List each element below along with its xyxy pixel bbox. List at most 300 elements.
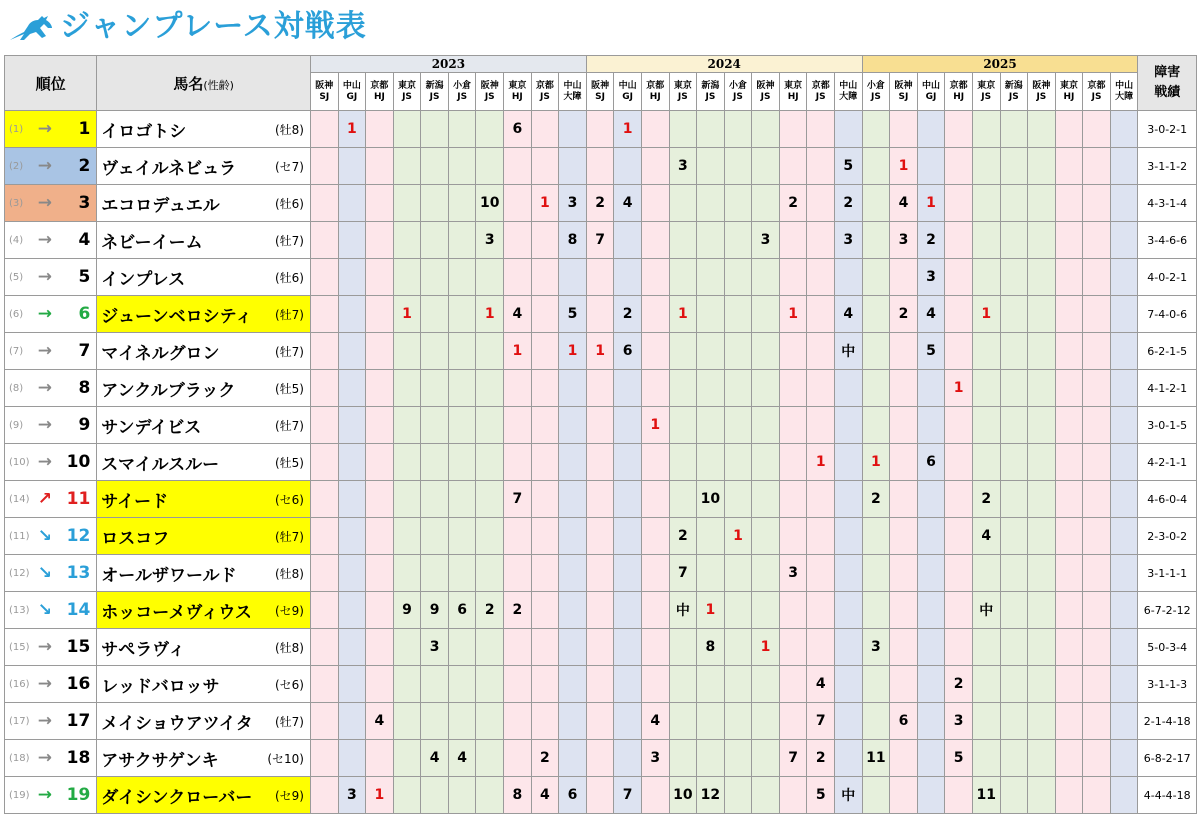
result-cell xyxy=(338,481,366,518)
horse-sex-age: (セ6) xyxy=(274,492,304,507)
result-cell xyxy=(1083,222,1111,259)
previous-rank: (14) xyxy=(9,493,30,505)
result-cell xyxy=(697,555,725,592)
result-cell xyxy=(310,111,338,148)
result-cell xyxy=(1028,740,1056,777)
result-cell xyxy=(1055,333,1083,370)
record-cell: 3-4-6-6 xyxy=(1138,222,1197,259)
result-cell xyxy=(972,333,1000,370)
race-venue: 東京 xyxy=(1059,80,1078,91)
race-header xyxy=(476,73,504,111)
result-cell xyxy=(614,259,642,296)
result-cell xyxy=(807,185,835,222)
result-cell xyxy=(366,407,394,444)
record-cell: 2-1-4-18 xyxy=(1138,703,1197,740)
result-cell xyxy=(1028,629,1056,666)
result-cell xyxy=(669,222,697,259)
result-cell xyxy=(366,481,394,518)
result-cell xyxy=(752,481,780,518)
result-cell xyxy=(531,259,559,296)
record-cell: 3-0-2-1 xyxy=(1138,111,1197,148)
result-cell xyxy=(504,407,532,444)
result-cell xyxy=(724,740,752,777)
current-rank: 15 xyxy=(66,637,91,657)
result-cell: 1 xyxy=(752,629,780,666)
result-cell: 7 xyxy=(504,481,532,518)
result-cell xyxy=(724,777,752,814)
result-cell xyxy=(393,629,421,666)
result-cell xyxy=(945,407,973,444)
result-cell xyxy=(366,740,394,777)
result-cell: 4 xyxy=(807,666,835,703)
result-cell xyxy=(697,222,725,259)
result-cell xyxy=(862,148,890,185)
race-venue: 東京 xyxy=(673,80,692,91)
result-cell xyxy=(862,296,890,333)
horse-name-cell xyxy=(97,296,311,333)
result-cell xyxy=(338,555,366,592)
rank-cell xyxy=(5,666,97,703)
result-cell xyxy=(586,666,614,703)
result-cell xyxy=(448,111,476,148)
table-row xyxy=(5,740,1197,777)
result-cell xyxy=(310,259,338,296)
result-cell xyxy=(310,148,338,185)
result-cell xyxy=(338,148,366,185)
result-cell xyxy=(1055,666,1083,703)
result-cell: 10 xyxy=(669,777,697,814)
result-cell xyxy=(338,185,366,222)
result-cell xyxy=(1110,481,1138,518)
result-cell xyxy=(779,111,807,148)
result-cell xyxy=(697,370,725,407)
current-rank: 14 xyxy=(66,600,91,620)
horse-name: ホッコーメヴィウス xyxy=(101,602,252,623)
result-cell: 2 xyxy=(504,592,532,629)
result-cell xyxy=(366,666,394,703)
result-cell xyxy=(531,592,559,629)
previous-rank: (2) xyxy=(9,160,24,172)
result-cell xyxy=(641,148,669,185)
result-cell xyxy=(1083,333,1111,370)
current-rank: 18 xyxy=(66,748,91,768)
result-cell xyxy=(1110,444,1138,481)
result-cell xyxy=(1055,185,1083,222)
result-cell xyxy=(1083,407,1111,444)
previous-rank: (11) xyxy=(9,530,30,542)
result-cell: 1 xyxy=(917,185,945,222)
result-cell xyxy=(504,740,532,777)
result-cell xyxy=(945,481,973,518)
result-cell: 3 xyxy=(835,222,863,259)
result-cell xyxy=(1055,444,1083,481)
result-cell xyxy=(697,703,725,740)
result-cell xyxy=(752,407,780,444)
result-cell xyxy=(531,296,559,333)
result-cell xyxy=(972,222,1000,259)
result-cell xyxy=(669,481,697,518)
race-type: 大障 xyxy=(1115,91,1134,102)
table-row xyxy=(5,518,1197,555)
result-cell xyxy=(614,481,642,518)
race-venue: 阪神 xyxy=(591,80,610,91)
rank-cell xyxy=(5,148,97,185)
result-cell xyxy=(890,333,918,370)
result-cell xyxy=(393,111,421,148)
result-cell xyxy=(697,407,725,444)
result-cell xyxy=(1110,111,1138,148)
result-cell xyxy=(917,666,945,703)
race-type: JS xyxy=(981,91,992,102)
result-cell xyxy=(1083,296,1111,333)
result-cell xyxy=(697,444,725,481)
previous-rank: (6) xyxy=(9,308,24,320)
horse-name-cell xyxy=(97,185,311,222)
result-cell xyxy=(1055,518,1083,555)
result-cell xyxy=(448,629,476,666)
horse-name: サイード xyxy=(101,491,169,512)
result-cell: 3 xyxy=(945,703,973,740)
result-cell xyxy=(559,148,587,185)
result-cell xyxy=(1000,444,1028,481)
result-cell xyxy=(448,148,476,185)
result-cell xyxy=(393,148,421,185)
record-cell: 6-7-2-12 xyxy=(1138,592,1197,629)
horse-sex-age: (牡5) xyxy=(274,381,304,396)
result-cell xyxy=(393,740,421,777)
result-cell xyxy=(421,481,449,518)
result-cell xyxy=(1083,555,1111,592)
result-cell xyxy=(559,592,587,629)
result-cell xyxy=(1083,592,1111,629)
horse-sex-age: (セ10) xyxy=(267,751,304,766)
result-cell xyxy=(641,592,669,629)
result-cell xyxy=(752,148,780,185)
result-cell: 1 xyxy=(862,444,890,481)
record-cell: 3-1-1-2 xyxy=(1138,148,1197,185)
result-cell xyxy=(669,259,697,296)
race-header xyxy=(890,73,918,111)
race-type: JS xyxy=(760,91,771,102)
result-cell: 2 xyxy=(890,296,918,333)
result-cell xyxy=(972,111,1000,148)
result-cell xyxy=(338,296,366,333)
result-cell xyxy=(1028,259,1056,296)
race-venue: 阪神 xyxy=(480,80,499,91)
result-cell xyxy=(338,629,366,666)
result-cell xyxy=(559,555,587,592)
result-cell xyxy=(1000,185,1028,222)
result-cell xyxy=(835,370,863,407)
horse-name: ネビーイーム xyxy=(101,232,203,253)
horse-name-cell xyxy=(97,259,311,296)
result-cell xyxy=(366,370,394,407)
result-cell xyxy=(972,148,1000,185)
result-cell xyxy=(1110,148,1138,185)
result-cell xyxy=(945,222,973,259)
result-cell xyxy=(476,148,504,185)
result-cell xyxy=(779,777,807,814)
race-header xyxy=(1000,73,1028,111)
race-header xyxy=(614,73,642,111)
race-venue: 中山 xyxy=(922,80,941,91)
result-cell xyxy=(835,444,863,481)
result-cell xyxy=(724,333,752,370)
result-cell xyxy=(393,333,421,370)
result-cell xyxy=(1028,518,1056,555)
result-cell xyxy=(310,370,338,407)
result-cell: 1 xyxy=(972,296,1000,333)
result-cell: 7 xyxy=(779,740,807,777)
result-cell xyxy=(338,518,366,555)
result-cell xyxy=(779,592,807,629)
table-row xyxy=(5,777,1197,814)
result-cell xyxy=(890,111,918,148)
result-cell xyxy=(421,444,449,481)
race-venue: 中山 xyxy=(563,80,582,91)
race-header xyxy=(338,73,366,111)
result-cell xyxy=(1083,148,1111,185)
result-cell: 2 xyxy=(835,185,863,222)
result-cell xyxy=(945,518,973,555)
result-cell xyxy=(586,296,614,333)
result-cell xyxy=(1028,148,1056,185)
result-cell: 2 xyxy=(972,481,1000,518)
result-cell xyxy=(559,111,587,148)
result-cell xyxy=(752,259,780,296)
result-cell: 7 xyxy=(586,222,614,259)
result-cell xyxy=(1083,259,1111,296)
result-cell: 3 xyxy=(779,555,807,592)
result-cell xyxy=(1083,185,1111,222)
result-cell: 1 xyxy=(945,370,973,407)
result-cell xyxy=(669,407,697,444)
result-cell xyxy=(1028,703,1056,740)
race-type: GJ xyxy=(622,91,634,102)
result-cell xyxy=(917,407,945,444)
race-type: SJ xyxy=(898,91,909,102)
result-cell xyxy=(310,333,338,370)
result-cell: 2 xyxy=(586,185,614,222)
horse-sex-age: (牡8) xyxy=(274,122,304,137)
race-venue: 東京 xyxy=(784,80,803,91)
result-cell: 1 xyxy=(559,333,587,370)
result-cell xyxy=(448,481,476,518)
result-cell: 2 xyxy=(669,518,697,555)
result-cell: 3 xyxy=(338,777,366,814)
previous-rank: (19) xyxy=(9,789,30,801)
race-type: JS xyxy=(429,91,440,102)
rank-cell xyxy=(5,481,97,518)
horse-name: メイショウアツイタ xyxy=(101,713,253,734)
rank-cell xyxy=(5,185,97,222)
horse-name-cell xyxy=(97,518,311,555)
result-cell xyxy=(779,481,807,518)
result-cell xyxy=(641,444,669,481)
result-cell xyxy=(586,555,614,592)
horse-name: オールザワールド xyxy=(101,565,237,586)
result-cell: 1 xyxy=(697,592,725,629)
result-cell xyxy=(1110,629,1138,666)
result-cell xyxy=(1110,777,1138,814)
result-cell xyxy=(586,592,614,629)
result-cell xyxy=(835,111,863,148)
result-cell xyxy=(779,703,807,740)
result-cell xyxy=(917,592,945,629)
result-cell xyxy=(862,259,890,296)
race-header xyxy=(972,73,1000,111)
rank-cell xyxy=(5,629,97,666)
result-cell xyxy=(862,777,890,814)
result-cell xyxy=(890,555,918,592)
race-header xyxy=(1028,73,1056,111)
result-cell xyxy=(366,259,394,296)
result-cell xyxy=(890,740,918,777)
result-cell: 1 xyxy=(641,407,669,444)
result-cell xyxy=(890,407,918,444)
result-cell xyxy=(421,111,449,148)
record-cell: 4-2-1-1 xyxy=(1138,444,1197,481)
result-cell xyxy=(1000,481,1028,518)
result-cell xyxy=(917,777,945,814)
result-cell xyxy=(779,518,807,555)
race-header xyxy=(393,73,421,111)
record-cell: 4-0-2-1 xyxy=(1138,259,1197,296)
result-cell xyxy=(614,666,642,703)
result-cell xyxy=(586,629,614,666)
result-cell xyxy=(586,777,614,814)
result-cell xyxy=(559,629,587,666)
result-cell xyxy=(1000,296,1028,333)
result-cell xyxy=(366,296,394,333)
result-cell xyxy=(448,703,476,740)
rank-change-arrow-icon: ↘ xyxy=(37,563,53,583)
result-cell xyxy=(476,629,504,666)
result-cell xyxy=(476,370,504,407)
result-cell: 2 xyxy=(476,592,504,629)
result-cell xyxy=(1055,407,1083,444)
record-cell: 4-4-4-18 xyxy=(1138,777,1197,814)
result-cell xyxy=(862,703,890,740)
race-venue: 中山 xyxy=(1115,80,1134,91)
result-cell xyxy=(752,592,780,629)
horse-name: ヴェイルネビュラ xyxy=(101,158,237,179)
result-cell xyxy=(531,148,559,185)
horse-name-cell xyxy=(97,629,311,666)
race-type: JS xyxy=(815,91,826,102)
horse-sex-age: (牡7) xyxy=(274,714,304,729)
result-cell xyxy=(669,740,697,777)
result-cell xyxy=(1055,777,1083,814)
result-cell xyxy=(917,555,945,592)
result-cell xyxy=(310,666,338,703)
result-cell xyxy=(586,444,614,481)
result-cell xyxy=(752,777,780,814)
race-header xyxy=(1110,73,1138,111)
horse-name: マイネルグロン xyxy=(101,343,220,364)
record-cell: 7-4-0-6 xyxy=(1138,296,1197,333)
result-cell: 6 xyxy=(504,111,532,148)
result-cell xyxy=(1000,407,1028,444)
result-cell xyxy=(1000,518,1028,555)
previous-rank: (8) xyxy=(9,382,24,394)
result-cell: 3 xyxy=(890,222,918,259)
result-cell xyxy=(917,518,945,555)
table-row xyxy=(5,185,1197,222)
rank-change-arrow-icon: → xyxy=(37,378,53,398)
result-cell xyxy=(752,333,780,370)
result-cell xyxy=(807,555,835,592)
horse-name-cell xyxy=(97,703,311,740)
result-cell: 3 xyxy=(917,259,945,296)
result-cell xyxy=(338,444,366,481)
result-cell xyxy=(641,629,669,666)
result-cell: 5 xyxy=(807,777,835,814)
result-cell: 2 xyxy=(531,740,559,777)
result-cell xyxy=(310,555,338,592)
result-cell: 7 xyxy=(669,555,697,592)
race-type: JS xyxy=(705,91,716,102)
result-cell xyxy=(448,185,476,222)
result-cell xyxy=(393,370,421,407)
result-cell xyxy=(1000,703,1028,740)
race-header xyxy=(1083,73,1111,111)
result-cell xyxy=(697,111,725,148)
result-cell xyxy=(697,740,725,777)
horse-sex-age: (セ6) xyxy=(274,677,304,692)
race-venue: 阪神 xyxy=(1032,80,1051,91)
result-cell xyxy=(669,703,697,740)
result-cell: 3 xyxy=(476,222,504,259)
previous-rank: (3) xyxy=(9,197,24,209)
result-cell xyxy=(614,592,642,629)
result-cell xyxy=(697,259,725,296)
table-row xyxy=(5,222,1197,259)
horse-name-cell xyxy=(97,222,311,259)
result-cell: 1 xyxy=(614,111,642,148)
result-cell: 9 xyxy=(393,592,421,629)
result-cell xyxy=(972,370,1000,407)
result-cell xyxy=(476,703,504,740)
rank-change-arrow-icon: → xyxy=(37,230,53,250)
result-cell xyxy=(972,444,1000,481)
race-header xyxy=(779,73,807,111)
result-cell xyxy=(972,259,1000,296)
result-cell xyxy=(697,518,725,555)
race-venue: 京都 xyxy=(646,80,665,91)
result-cell xyxy=(504,518,532,555)
horse-sex-age: (牡7) xyxy=(274,418,304,433)
result-cell xyxy=(724,296,752,333)
table-row xyxy=(5,111,1197,148)
result-cell xyxy=(917,148,945,185)
result-cell xyxy=(1000,629,1028,666)
result-cell: 1 xyxy=(669,296,697,333)
result-cell xyxy=(1055,629,1083,666)
race-type: JS xyxy=(733,91,743,102)
result-cell xyxy=(641,259,669,296)
rank-change-arrow-icon: ↗ xyxy=(37,489,53,509)
result-cell xyxy=(1110,666,1138,703)
result-cell xyxy=(890,518,918,555)
rank-change-arrow-icon: ↘ xyxy=(37,526,53,546)
result-cell xyxy=(476,740,504,777)
result-cell xyxy=(835,592,863,629)
result-cell xyxy=(890,259,918,296)
result-cell: 1 xyxy=(586,333,614,370)
horse-sex-age: (セ7) xyxy=(274,159,304,174)
result-cell xyxy=(752,185,780,222)
